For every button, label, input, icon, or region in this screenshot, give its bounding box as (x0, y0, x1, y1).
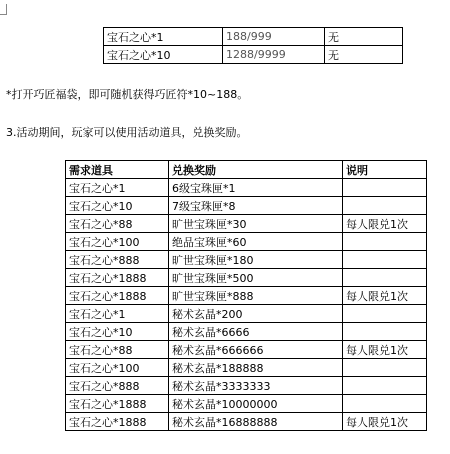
description-cell: 每人限兑1次 (343, 215, 427, 233)
required-item-cell: 宝石之心*1888 (66, 287, 169, 305)
reward-cell: 旷世宝珠匣*30 (169, 215, 343, 233)
required-item-cell: 宝石之心*888 (66, 377, 169, 395)
item-cell: 宝石之心*10 (104, 46, 223, 64)
reward-cell: 秘术玄晶*6666 (169, 323, 343, 341)
description-cell (343, 251, 427, 269)
description-cell (343, 305, 427, 323)
required-item-cell: 宝石之心*888 (66, 251, 169, 269)
required-item-cell: 宝石之心*1888 (66, 395, 169, 413)
description-cell (343, 377, 427, 395)
description-cell: 每人限兑1次 (343, 287, 427, 305)
description-cell (343, 269, 427, 287)
exchange-table-row (66, 215, 427, 233)
exchange-table-row (66, 269, 427, 287)
reward-cell: 秘术玄晶*3333333 (169, 377, 343, 395)
exchange-table-row (66, 377, 427, 395)
exchange-table-row (66, 251, 427, 269)
reward-cell: 秘术玄晶*666666 (169, 341, 343, 359)
exchange-table-row (66, 305, 427, 323)
required-item-cell: 宝石之心*1888 (66, 413, 169, 431)
exchange-table-row (66, 323, 427, 341)
item-cell: 宝石之心*1 (104, 28, 223, 46)
description-cell: 每人限兑1次 (343, 413, 427, 431)
required-item-cell: 宝石之心*100 (66, 359, 169, 377)
required-item-cell: 宝石之心*10 (66, 323, 169, 341)
reward-cell: 绝品宝珠匣*60 (169, 233, 343, 251)
reward-cell: 秘术玄晶*10000000 (169, 395, 343, 413)
description-cell (343, 359, 427, 377)
header-description: 说明 (343, 161, 427, 179)
required-item-cell: 宝石之心*88 (66, 215, 169, 233)
required-item-cell: 宝石之心*88 (66, 341, 169, 359)
exchange-table-row (66, 413, 427, 431)
description-cell (343, 323, 427, 341)
description-cell (343, 179, 427, 197)
required-item-cell: 宝石之心*10 (66, 197, 169, 215)
reward-cell: 秘术玄晶*188888 (169, 359, 343, 377)
top-table-row (104, 28, 403, 46)
top-table-row (104, 46, 403, 64)
exchange-table-row (66, 359, 427, 377)
reward-cell: 秘术玄晶*16888888 (169, 413, 343, 431)
reward-cell: 6级宝珠匣*1 (169, 179, 343, 197)
exchange-table-row (66, 341, 427, 359)
description-cell (343, 197, 427, 215)
page-margin-marker (0, 4, 7, 15)
required-item-cell: 宝石之心*100 (66, 233, 169, 251)
count-cell: 188/999 (223, 28, 325, 46)
lucky-bag-note: *打开巧匠福袋，即可随机获得巧匠符*10~188。 (6, 88, 249, 101)
value-cell: 无 (325, 46, 403, 64)
header-required-item: 需求道具 (66, 161, 169, 179)
reward-cell: 旷世宝珠匣*888 (169, 287, 343, 305)
reward-cell: 旷世宝珠匣*180 (169, 251, 343, 269)
exchange-table-row (66, 179, 427, 197)
header-reward: 兑换奖励 (169, 161, 343, 179)
description-cell (343, 233, 427, 251)
reward-cell: 7级宝珠匣*8 (169, 197, 343, 215)
description-cell (343, 395, 427, 413)
required-item-cell: 宝石之心*1 (66, 179, 169, 197)
count-cell: 1288/9999 (223, 46, 325, 64)
exchange-table-row (66, 197, 427, 215)
required-item-cell: 宝石之心*1 (66, 305, 169, 323)
reward-cell: 旷世宝珠匣*500 (169, 269, 343, 287)
exchange-table-header-row (66, 161, 427, 179)
exchange-table-row (66, 395, 427, 413)
exchange-table (65, 160, 427, 431)
section-heading: 3.活动期间，玩家可以使用活动道具，兑换奖励。 (6, 126, 248, 139)
reward-cell: 秘术玄晶*200 (169, 305, 343, 323)
top-table (103, 27, 403, 64)
exchange-table-row (66, 233, 427, 251)
description-cell: 每人限兑1次 (343, 341, 427, 359)
required-item-cell: 宝石之心*1888 (66, 269, 169, 287)
exchange-table-row (66, 287, 427, 305)
value-cell: 无 (325, 28, 403, 46)
